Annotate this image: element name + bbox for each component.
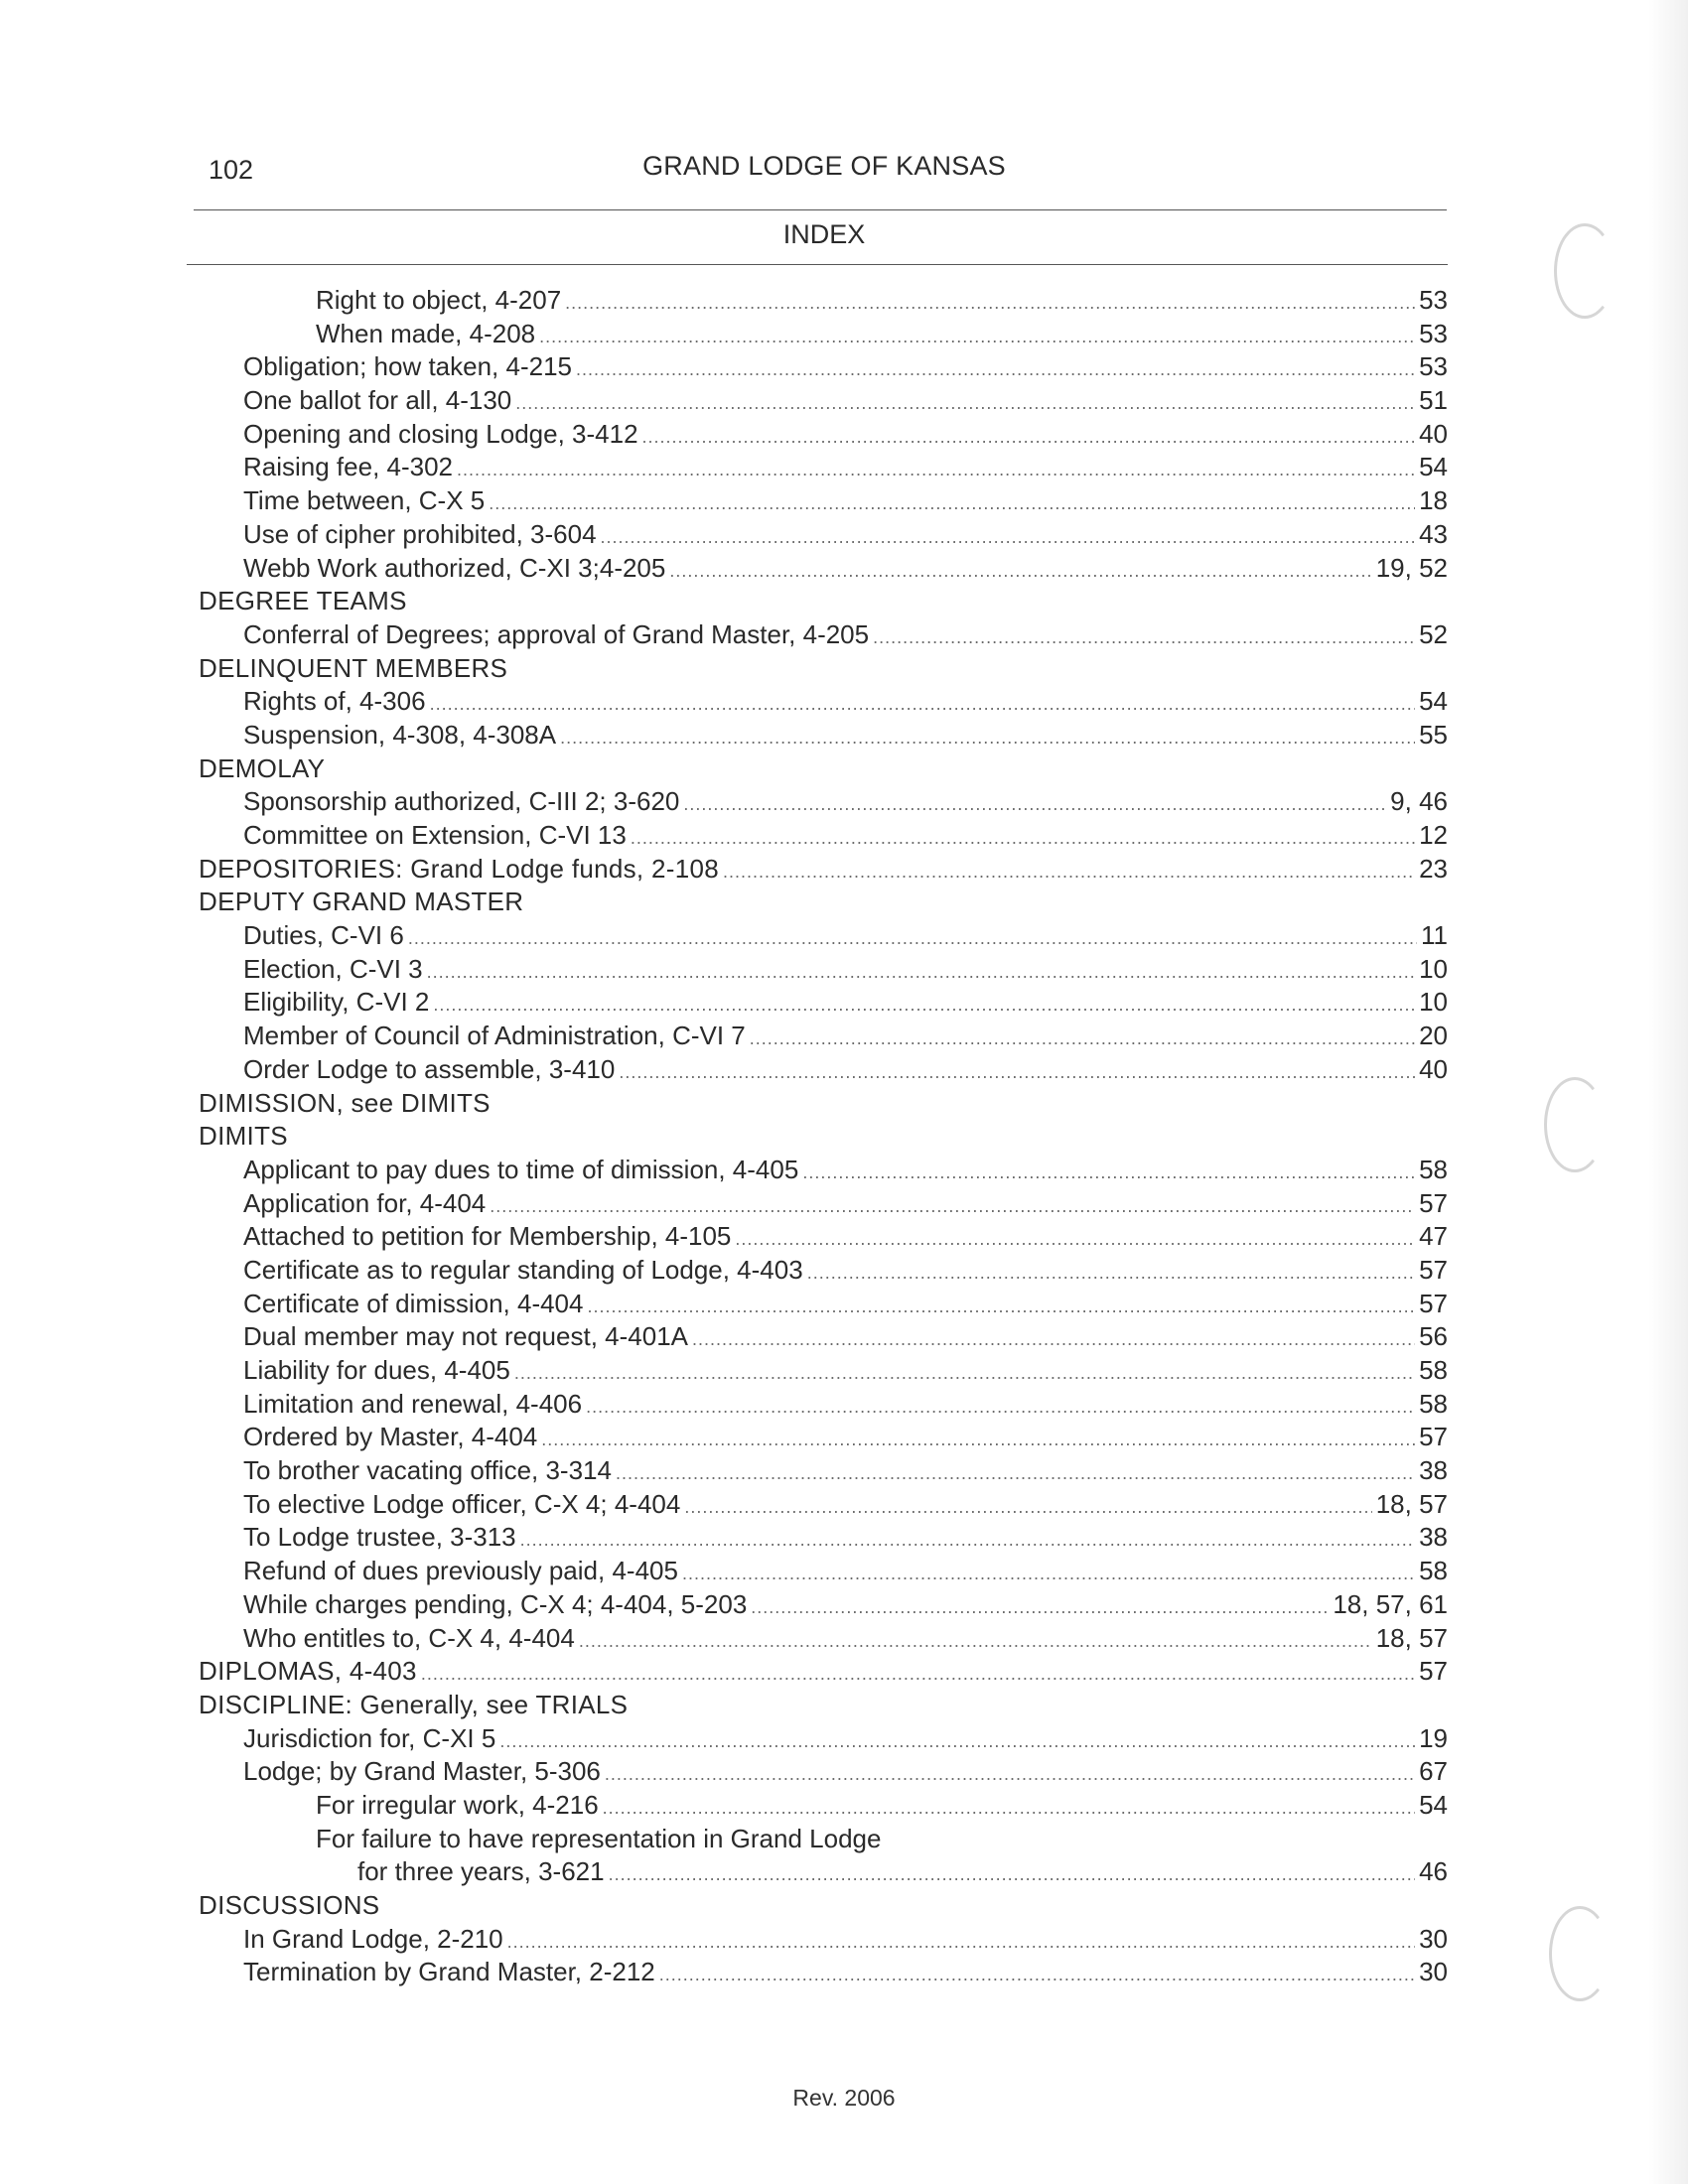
dot-leader: [433, 995, 1415, 1016]
dot-leader: [499, 1731, 1415, 1752]
dot-leader: [751, 1597, 1329, 1618]
dot-leader: [619, 1062, 1415, 1083]
dot-leader: [539, 327, 1415, 347]
index-term: Dual member may not request, 4-401A: [243, 1321, 688, 1352]
index-page-refs: 38: [1419, 1522, 1448, 1553]
index-entry: [243, 987, 1448, 1021]
index-page-refs: 11: [1421, 920, 1448, 951]
dot-leader: [587, 1297, 1415, 1317]
index-entry: [243, 1221, 1448, 1255]
index-entry: [199, 887, 1448, 920]
section-title: INDEX: [782, 219, 866, 249]
index-entry: [243, 686, 1448, 720]
index-entry: [199, 1690, 1448, 1723]
dot-leader: [684, 1497, 1371, 1518]
index-term: Eligibility, C-VI 2: [243, 987, 430, 1018]
index-entry: [199, 653, 1448, 687]
index-page-refs: 57: [1419, 1288, 1448, 1318]
running-title: GRAND LODGE OF KANSAS: [642, 151, 1006, 181]
index-entry: [243, 920, 1448, 954]
index-page-refs: 58: [1419, 1154, 1448, 1184]
index-page-refs: 67: [1419, 1756, 1448, 1787]
index-entry: [243, 1522, 1448, 1556]
index-entry: [243, 1756, 1448, 1790]
dot-leader: [750, 1028, 1415, 1049]
index-term: Lodge; by Grand Master, 5-306: [243, 1756, 601, 1787]
index-page-refs: 38: [1419, 1455, 1448, 1486]
index-term: Committee on Extension, C-VI 13: [243, 820, 627, 850]
revision-footer: Rev. 2006: [792, 2085, 896, 2111]
index-term: For irregular work, 4-216: [316, 1789, 599, 1820]
index-page-refs: 20: [1419, 1021, 1448, 1051]
index-term: Opening and closing Lodge, 3-412: [243, 418, 638, 449]
index-page-refs: 40: [1419, 418, 1448, 449]
index-entry: [243, 1589, 1448, 1623]
index-term: Jurisdiction for, C-XI 5: [243, 1722, 496, 1753]
index-page-refs: 54: [1419, 1789, 1448, 1820]
index-term: Use of cipher prohibited, 3-604: [243, 518, 597, 549]
index-entry: [199, 586, 1448, 619]
dot-leader: [421, 1664, 1415, 1685]
index-term: Election, C-VI 3: [243, 953, 423, 984]
index-page-refs: 53: [1419, 285, 1448, 315]
index-term: Who entitles to, C-X 4, 4-404: [243, 1622, 575, 1653]
dot-leader: [515, 393, 1415, 414]
index-page-refs: 19: [1419, 1722, 1448, 1753]
index-entry: [316, 1824, 1448, 1857]
index-page-refs: 40: [1419, 1053, 1448, 1084]
index-term: DISCUSSIONS: [199, 1890, 380, 1920]
index-page-refs: 56: [1419, 1321, 1448, 1352]
header-rule-bottom: [187, 264, 1448, 265]
index-page-refs: 18: [1419, 485, 1448, 516]
index-term: To Lodge trustee, 3-313: [243, 1522, 516, 1553]
index-entry: [243, 452, 1448, 485]
index-page-refs: 30: [1419, 1923, 1448, 1954]
index-page-refs: 18, 57, 61: [1333, 1588, 1448, 1619]
dot-leader: [642, 427, 1416, 448]
dot-leader: [408, 928, 1417, 949]
index-term: Termination by Grand Master, 2-212: [243, 1957, 655, 1987]
index-entry: [243, 385, 1448, 419]
dot-leader: [560, 728, 1415, 749]
dot-leader: [683, 794, 1386, 815]
binder-hole-shadow: [1554, 223, 1616, 319]
index-entry: [243, 519, 1448, 553]
index-term: In Grand Lodge, 2-210: [243, 1923, 503, 1954]
index-term: Rights of, 4-306: [243, 686, 426, 717]
index-entry: [243, 1957, 1448, 1990]
index-page-refs: 10: [1419, 953, 1448, 984]
index-entry: [316, 285, 1448, 319]
index-term: DIPLOMAS, 4-403: [199, 1656, 417, 1687]
index-term: DEPUTY GRAND MASTER: [199, 887, 524, 917]
dot-leader: [873, 627, 1415, 648]
index-page-refs: 53: [1419, 351, 1448, 382]
index-page-refs: 54: [1419, 452, 1448, 482]
index-term: Liability for dues, 4-405: [243, 1355, 510, 1385]
index-entry: [316, 319, 1448, 352]
index-term: To elective Lodge officer, C-X 4; 4-404: [243, 1488, 681, 1519]
binder-hole-shadow: [1544, 1077, 1606, 1172]
index-entry: [243, 485, 1448, 519]
dot-leader: [520, 1530, 1415, 1551]
index-entry: [243, 1255, 1448, 1289]
index-entry: [243, 1389, 1448, 1423]
dot-leader: [490, 1196, 1415, 1217]
page-number: 102: [209, 155, 254, 185]
index-page-refs: 57: [1419, 1254, 1448, 1285]
index-entry: [357, 1856, 1448, 1890]
index-term: DELINQUENT MEMBERS: [199, 652, 508, 683]
index-entry: [243, 1556, 1448, 1589]
index-page-refs: 58: [1419, 1556, 1448, 1586]
dot-leader: [541, 1430, 1415, 1450]
index-entry: [199, 753, 1448, 787]
index-page-refs: 18, 57: [1375, 1488, 1448, 1519]
index-term: Attached to petition for Membership, 4-105: [243, 1221, 732, 1252]
index-page-refs: 54: [1419, 686, 1448, 717]
index-entry: [199, 1121, 1448, 1155]
dot-leader: [682, 1564, 1415, 1584]
dot-leader: [576, 359, 1415, 380]
index-page-refs: 55: [1419, 719, 1448, 750]
index-entry: [243, 351, 1448, 385]
index-entry: [243, 1924, 1448, 1958]
dot-leader: [605, 1764, 1415, 1785]
index-entry: [243, 1054, 1448, 1088]
index-entry: [243, 1021, 1448, 1054]
index-page-refs: 43: [1419, 518, 1448, 549]
index-entry: [243, 553, 1448, 587]
index-page-refs: 23: [1419, 853, 1448, 884]
index-entry: [243, 419, 1448, 453]
index-entry: [243, 820, 1448, 854]
index-term: Right to object, 4-207: [316, 285, 562, 315]
index-page-refs: 18, 57: [1375, 1622, 1448, 1653]
index-term: Refund of dues previously paid, 4-405: [243, 1556, 678, 1586]
dot-leader: [802, 1162, 1415, 1183]
index-page-refs: 58: [1419, 1355, 1448, 1385]
index-entry: [316, 1790, 1448, 1824]
index-page-refs: 47: [1419, 1221, 1448, 1252]
index-term: Time between, C-X 5: [243, 485, 486, 516]
dot-leader: [430, 694, 1416, 715]
index-term: for three years, 3-621: [357, 1856, 605, 1887]
dot-leader: [692, 1329, 1415, 1350]
dot-leader: [723, 862, 1415, 883]
index-page-refs: 10: [1419, 987, 1448, 1018]
index-page-refs: 57: [1419, 1187, 1448, 1218]
dot-leader: [807, 1263, 1415, 1284]
index-entry: [243, 1422, 1448, 1455]
dot-leader: [427, 962, 1415, 983]
dot-leader: [631, 828, 1415, 849]
dot-leader: [616, 1463, 1415, 1484]
index-page-refs: 58: [1419, 1388, 1448, 1419]
dot-leader: [489, 493, 1415, 514]
index-entry: [199, 1088, 1448, 1122]
index-term: Obligation; how taken, 4-215: [243, 351, 572, 382]
dot-leader: [659, 1965, 1415, 1985]
index-entry: [243, 1623, 1448, 1657]
index-entry: [243, 954, 1448, 988]
dot-leader: [601, 527, 1416, 548]
index-entry: [243, 786, 1448, 820]
index-list: [0, 285, 1688, 1990]
index-term: While charges pending, C-X 4; 4-404, 5-203: [243, 1588, 748, 1619]
index-term: DEPOSITORIES: Grand Lodge funds, 2-108: [199, 853, 719, 884]
index-page-refs: 53: [1419, 318, 1448, 348]
index-term: Application for, 4-404: [243, 1187, 487, 1218]
page-edge-shade: [1648, 0, 1688, 2184]
index-entry: [243, 720, 1448, 753]
index-term: DISCIPLINE: Generally, see TRIALS: [199, 1689, 629, 1719]
index-entry: [243, 1155, 1448, 1188]
index-term: Conferral of Degrees; approval of Grand Master, 4-205: [243, 618, 870, 649]
index-term: DIMISSION, see DIMITS: [199, 1087, 491, 1118]
index-entry: [243, 1455, 1448, 1489]
index-entry: [199, 1890, 1448, 1924]
dot-leader: [507, 1932, 1415, 1953]
index-entry: [199, 1656, 1448, 1690]
index-entry: [243, 1489, 1448, 1523]
index-term: Certificate as to regular standing of Lodge, 4-403: [243, 1254, 803, 1285]
index-term: When made, 4-208: [316, 318, 536, 348]
index-page-refs: 12: [1419, 820, 1448, 850]
index-page-refs: 57: [1419, 1656, 1448, 1687]
index-term: For failure to have representation in Grand Lodge: [316, 1823, 882, 1853]
dot-leader: [735, 1229, 1415, 1250]
index-page-refs: 57: [1419, 1422, 1448, 1452]
index-term: Duties, C-VI 6: [243, 920, 404, 951]
index-page-refs: 9, 46: [1390, 786, 1448, 817]
index-term: Webb Work authorized, C-XI 3;4-205: [243, 552, 666, 583]
index-page-refs: 46: [1419, 1856, 1448, 1887]
dot-leader: [457, 460, 1415, 480]
dot-leader: [579, 1631, 1372, 1652]
index-term: One ballot for all, 4-130: [243, 385, 512, 416]
index-term: Certificate of dimission, 4-404: [243, 1288, 584, 1318]
index-page-refs: 51: [1419, 385, 1448, 416]
index-page-refs: 30: [1419, 1957, 1448, 1987]
dot-leader: [669, 561, 1371, 582]
dot-leader: [514, 1363, 1415, 1384]
index-entry: [243, 619, 1448, 653]
dot-leader: [586, 1397, 1415, 1418]
index-page-refs: 19, 52: [1375, 552, 1448, 583]
index-term: Applicant to pay dues to time of dimission, 4-405: [243, 1154, 799, 1184]
binder-hole-shadow: [1549, 1906, 1611, 2001]
index-term: DIMITS: [199, 1121, 288, 1152]
index-term: Sponsorship authorized, C-III 2; 3-620: [243, 786, 680, 817]
index-term: Raising fee, 4-302: [243, 452, 454, 482]
dot-leader: [609, 1864, 1416, 1885]
index-entry: [243, 1355, 1448, 1389]
index-term: DEGREE TEAMS: [199, 586, 407, 616]
index-entry: [199, 854, 1448, 887]
dot-leader: [603, 1798, 1415, 1819]
index-term: Order Lodge to assemble, 3-410: [243, 1053, 616, 1084]
index-term: DEMOLAY: [199, 752, 326, 783]
index-entry: [243, 1188, 1448, 1222]
index-entry: [243, 1321, 1448, 1355]
index-term: Suspension, 4-308, 4-308A: [243, 719, 557, 750]
index-page-refs: 52: [1419, 618, 1448, 649]
index-term: Ordered by Master, 4-404: [243, 1422, 538, 1452]
index-entry: [243, 1289, 1448, 1322]
dot-leader: [565, 293, 1415, 314]
index-term: Member of Council of Administration, C-VI 7: [243, 1021, 746, 1051]
index-entry: [243, 1723, 1448, 1757]
index-term: To brother vacating office, 3-314: [243, 1455, 612, 1486]
header-rule-top: [194, 209, 1447, 210]
index-term: Limitation and renewal, 4-406: [243, 1388, 583, 1419]
